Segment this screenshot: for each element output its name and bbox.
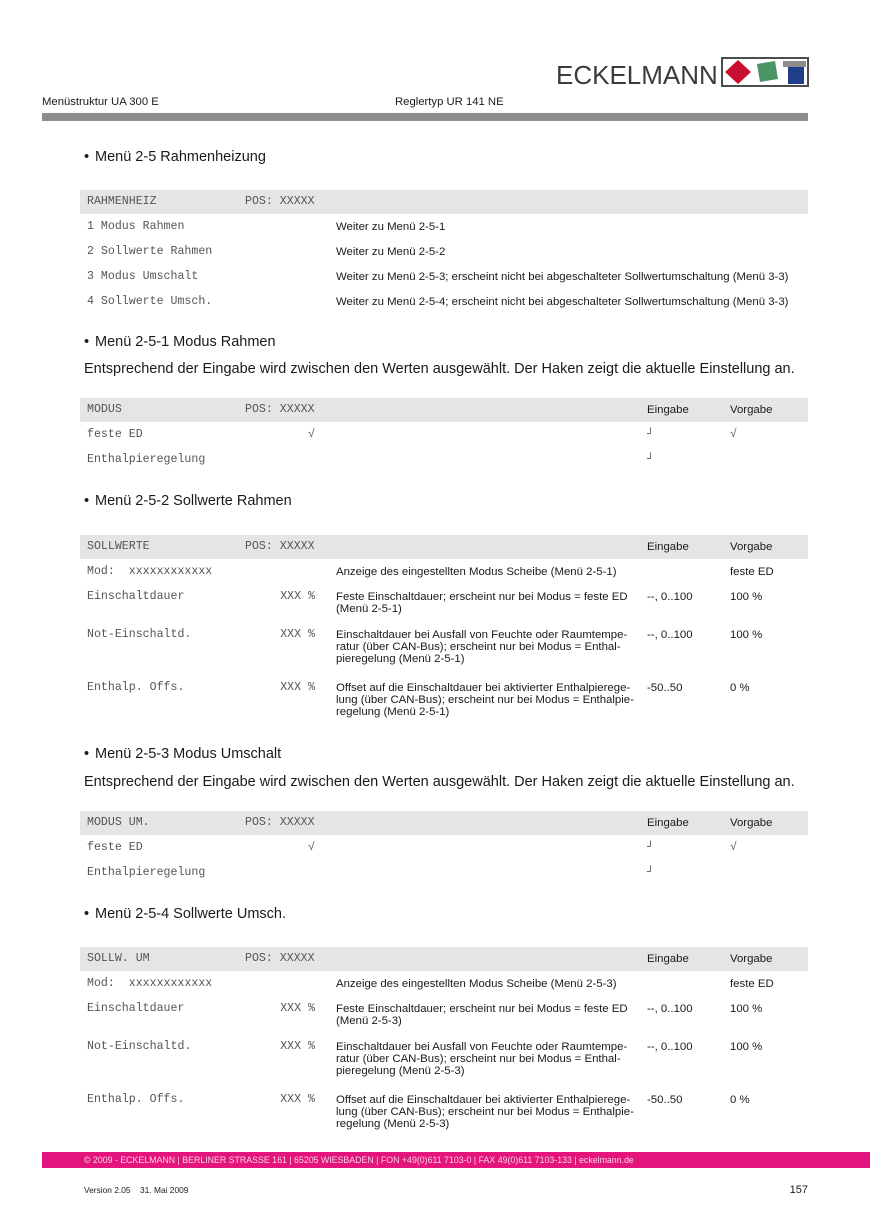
column-header-default: Vorgabe <box>730 541 773 553</box>
row-description: Weiter zu Menü 2-5-2 <box>336 246 446 258</box>
row-description <box>336 1003 628 1027</box>
row-label: 2 Sollwerte Rahmen <box>87 245 213 258</box>
bullet: • <box>84 906 90 922</box>
heading-text: Menü 2-5-2 Sollwerte Rahmen <box>95 493 292 509</box>
description-line: Einschaltdauer bei Ausfall von Feuchte oder Raumtempe- <box>336 629 628 641</box>
section-heading-menu-2-5-3 <box>84 745 281 763</box>
table-row <box>80 1034 808 1087</box>
description-line: pieregelung (Menü 2-5-3) <box>336 1065 465 1077</box>
description-line: Anzeige des eingestellten Modus Scheibe (Menü 2-5-1) <box>336 566 617 578</box>
row-description <box>336 1041 627 1077</box>
row-description <box>336 566 617 578</box>
row-description <box>336 629 627 665</box>
column-header-input: Eingabe <box>647 817 689 829</box>
default-value: 100 % <box>730 1041 763 1053</box>
row-label: 3 Modus Umschalt <box>87 270 199 283</box>
column-header-input: Eingabe <box>647 953 689 965</box>
default-value: 100 % <box>730 1003 763 1015</box>
row-label: Not-Einschaltd. <box>87 628 192 641</box>
table-title: SOLLW. UM <box>87 952 150 965</box>
input-range: -50..50 <box>647 1094 683 1106</box>
pos-field: POS: XXXXX <box>245 403 315 416</box>
table-row <box>80 239 808 264</box>
default-value: feste ED <box>730 978 774 990</box>
row-description: Weiter zu Menü 2-5-4; erscheint nicht bei abgeschalteter Sollwertumschaltung (Menü 3-3) <box>336 296 789 308</box>
pos-field: POS: XXXXX <box>245 540 315 553</box>
column-header-default: Vorgabe <box>730 953 773 965</box>
row-label: 1 Modus Rahmen <box>87 220 185 233</box>
default-value: 0 % <box>730 1094 750 1106</box>
description-line: Offset auf die Einschaltdauer bei aktivierter Enthalpierege- <box>336 1094 631 1106</box>
row-label: Einschaltdauer <box>87 1002 185 1015</box>
heading-text: Menü 2-5 Rahmenheizung <box>95 149 266 165</box>
bullet: • <box>84 746 90 762</box>
bullet: • <box>84 334 90 350</box>
enter-key-icon: ┘ <box>647 841 654 854</box>
page-number: 157 <box>789 1184 808 1196</box>
value-field: XXX % <box>280 1093 315 1106</box>
table-row <box>80 622 808 675</box>
header-divider-bar <box>42 113 808 121</box>
table-title: RAHMENHEIZ <box>87 195 157 208</box>
description-line: Offset auf die Einschaltdauer bei aktivierter Enthalpierege- <box>336 682 631 694</box>
current-setting-checkmark: √ <box>308 428 315 441</box>
heading-text: Menü 2-5-1 Modus Rahmen <box>95 334 276 350</box>
description-line: lung (über CAN-Bus); erscheint nur bei Modus = Enthalpie- <box>336 694 634 706</box>
bullet: • <box>84 493 90 509</box>
table-row <box>80 860 808 885</box>
table-header <box>80 535 808 559</box>
table-row <box>80 584 808 622</box>
table-header <box>80 398 808 422</box>
row-label: Einschaltdauer <box>87 590 185 603</box>
table-header <box>80 947 808 971</box>
table-row <box>80 289 808 314</box>
value-field: XXX % <box>280 628 315 641</box>
default-value: 0 % <box>730 682 750 694</box>
menu-2-5-1-table <box>80 398 808 472</box>
value-field: XXX % <box>280 1002 315 1015</box>
section-intro: Entsprechend der Eingabe wird zwischen den Werten ausgewählt. Der Haken zeigt die aktuelle Einstellung an. <box>84 774 795 790</box>
description-line: ratur (über CAN-Bus); erscheint nur bei Modus = Enthal- <box>336 1053 621 1065</box>
document-version: Version 2.05 <box>84 1185 131 1195</box>
enter-key-icon: ┘ <box>647 453 654 466</box>
heading-text: Menü 2-5-4 Sollwerte Umsch. <box>95 906 286 922</box>
row-label: Mod: xxxxxxxxxxxx <box>87 565 213 578</box>
row-label: feste ED <box>87 428 143 441</box>
default-value: 100 % <box>730 629 763 641</box>
description-line: Anzeige des eingestellten Modus Scheibe (Menü 2-5-3) <box>336 978 617 990</box>
value-field: XXX % <box>280 590 315 603</box>
row-description <box>336 682 634 718</box>
description-line: (Menü 2-5-3) <box>336 1015 402 1027</box>
description-line: lung (über CAN-Bus); erscheint nur bei Modus = Enthalpie- <box>336 1106 634 1118</box>
row-description <box>336 591 628 615</box>
enter-key-icon: ┘ <box>647 428 654 441</box>
table-header <box>80 190 808 214</box>
table-row <box>80 835 808 860</box>
table-title: SOLLWERTE <box>87 540 150 553</box>
table-row <box>80 996 808 1034</box>
value-field: XXX % <box>280 681 315 694</box>
bullet: • <box>84 149 90 165</box>
table-title: MODUS <box>87 403 122 416</box>
description-line: (Menü 2-5-1) <box>336 603 402 615</box>
table-row <box>80 447 808 472</box>
table-row <box>80 675 808 728</box>
description-line: Einschaltdauer bei Ausfall von Feuchte oder Raumtempe- <box>336 1041 628 1053</box>
default-checkmark: √ <box>730 841 737 854</box>
logo-wordmark: ECKELMANN <box>556 60 718 90</box>
menu-2-5-4-table <box>80 947 808 1140</box>
default-checkmark: √ <box>730 428 737 441</box>
table-row <box>80 1087 808 1140</box>
row-label: Enthalp. Offs. <box>87 1093 185 1106</box>
section-heading-menu-2-5-1 <box>84 333 276 351</box>
table-title: MODUS UM. <box>87 816 150 829</box>
row-label: Enthalp. Offs. <box>87 681 185 694</box>
enter-key-icon: ┘ <box>647 866 654 879</box>
document-title: Menüstruktur UA 300 E <box>42 96 159 108</box>
table-row <box>80 214 808 239</box>
menu-2-5-2-table <box>80 535 808 728</box>
row-description <box>336 1094 634 1130</box>
row-description: Weiter zu Menü 2-5-3; erscheint nicht bei abgeschalteter Sollwertumschaltung (Menü 3-3) <box>336 271 789 283</box>
description-line: ratur (über CAN-Bus); erscheint nur bei Modus = Enthal- <box>336 641 621 653</box>
default-value: 100 % <box>730 591 763 603</box>
section-heading-menu-2-5-2 <box>84 492 292 510</box>
table-row <box>80 422 808 447</box>
footer-imprint: © 2009 - ECKELMANN | BERLINER STRASSE 161 | 65205 WIESBADEN | FON +49(0)611 7103-0 | FAX 49(0)611 7103-133 | eckelmann.de <box>84 1155 634 1165</box>
document-date: 31. Mai 2009 <box>140 1185 189 1195</box>
default-value: feste ED <box>730 566 774 578</box>
table-row <box>80 559 808 584</box>
menu-2-5-3-table <box>80 811 808 885</box>
current-setting-checkmark: √ <box>308 841 315 854</box>
pos-field: POS: XXXXX <box>245 816 315 829</box>
description-line: pieregelung (Menü 2-5-1) <box>336 653 465 665</box>
row-label: 4 Sollwerte Umsch. <box>87 295 213 308</box>
column-header-input: Eingabe <box>647 541 689 553</box>
table-row <box>80 971 808 996</box>
value-field: XXX % <box>280 1040 315 1053</box>
row-label: feste ED <box>87 841 143 854</box>
row-label: Not-Einschaltd. <box>87 1040 192 1053</box>
menu-2-5-table <box>80 190 808 314</box>
input-range: --, 0..100 <box>647 629 693 641</box>
column-header-default: Vorgabe <box>730 404 773 416</box>
table-row <box>80 264 808 289</box>
controller-type: Reglertyp UR 141 NE <box>395 96 504 108</box>
input-range: --, 0..100 <box>647 591 693 603</box>
row-label: Enthalpieregelung <box>87 453 206 466</box>
heading-text: Menü 2-5-3 Modus Umschalt <box>95 746 282 762</box>
input-range: --, 0..100 <box>647 1041 693 1053</box>
section-heading-menu-2-5-4 <box>84 905 286 923</box>
row-label: Mod: xxxxxxxxxxxx <box>87 977 213 990</box>
row-description: Weiter zu Menü 2-5-1 <box>336 221 446 233</box>
eckelmann-logo-icon <box>721 57 809 87</box>
input-range: --, 0..100 <box>647 1003 693 1015</box>
description-line: Feste Einschaltdauer; erscheint nur bei Modus = feste ED <box>336 1003 628 1015</box>
pos-field: POS: XXXXX <box>245 952 315 965</box>
section-heading-menu-2-5 <box>84 148 266 166</box>
description-line: regelung (Menü 2-5-3) <box>336 1118 450 1130</box>
row-label: Enthalpieregelung <box>87 866 206 879</box>
description-line: regelung (Menü 2-5-1) <box>336 706 450 718</box>
section-intro: Entsprechend der Eingabe wird zwischen den Werten ausgewählt. Der Haken zeigt die aktuelle Einstellung an. <box>84 361 795 377</box>
row-description <box>336 978 617 990</box>
table-header <box>80 811 808 835</box>
description-line: Feste Einschaltdauer; erscheint nur bei Modus = feste ED <box>336 591 628 603</box>
column-header-input: Eingabe <box>647 404 689 416</box>
column-header-default: Vorgabe <box>730 817 773 829</box>
input-range: -50..50 <box>647 682 683 694</box>
pos-field: POS: XXXXX <box>245 195 315 208</box>
